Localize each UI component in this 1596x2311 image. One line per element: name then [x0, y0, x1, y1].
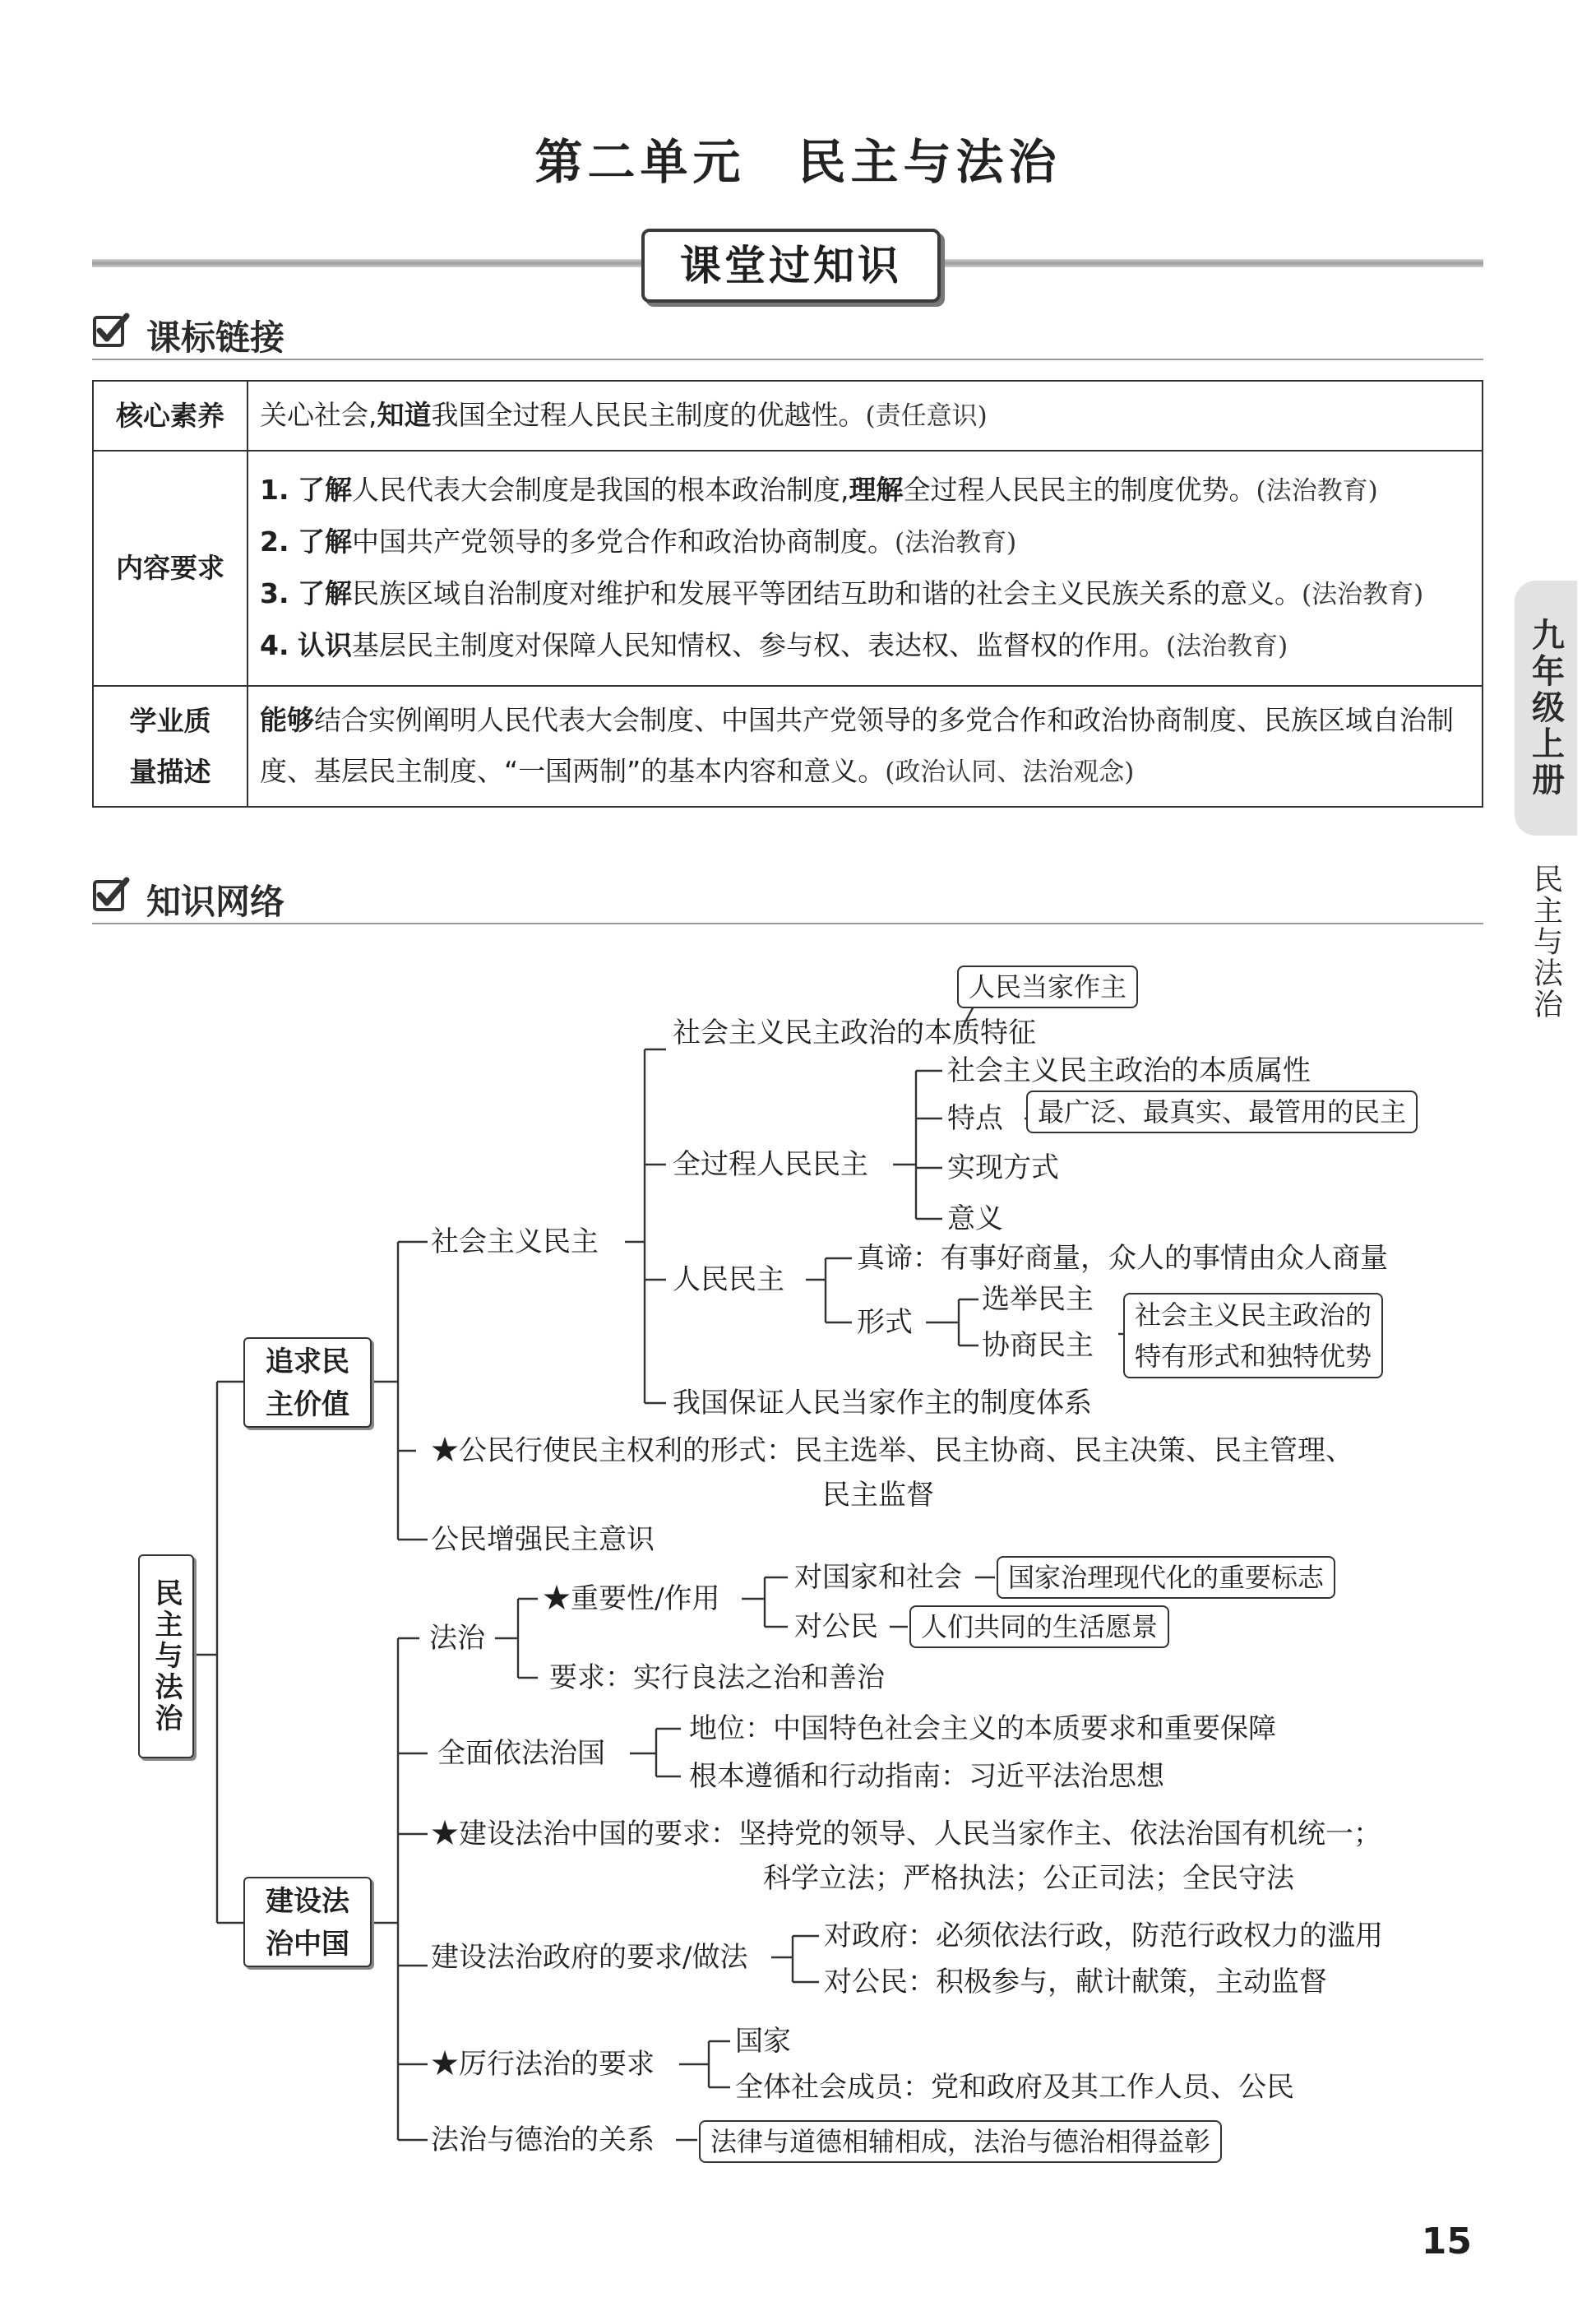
list-item: 3. 了解民族区域自治制度对维护和发展平等团结互助和谐的社会主义民族关系的意义。(法治教育) — [260, 577, 1424, 609]
node-system: 我国保证人民当家作主的制度体系 — [673, 1387, 1092, 1419]
row-content: 关心社会,知道我国全过程人民民主制度的优越性。(责任意识) — [247, 381, 1483, 451]
node-whole-process: 全过程人民民主 — [673, 1148, 868, 1181]
node-build-requirements-cont: 科学立法；严格执法；公正司法；全民守法 — [763, 1862, 1294, 1895]
node-comprehensive: 全面依法治国 — [437, 1737, 605, 1770]
node-essence: 社会主义民主政治的本质特征 — [673, 1017, 1036, 1049]
grade-side-tab: 九年级上册 — [1515, 581, 1577, 836]
page-number: 15 — [1421, 2221, 1472, 2262]
node-way: 实现方式 — [947, 1151, 1059, 1184]
callout-form: 社会主义民主政治的 特有形式和独特优势 — [1123, 1293, 1383, 1378]
node-socialist-democracy: 社会主义民主 — [431, 1225, 599, 1258]
node-truth: 真谛：有事好商量，众人的事情由众人商量 — [857, 1242, 1388, 1275]
node-rule-of-law: 法治 — [429, 1622, 485, 1655]
node-consult: 协商民主 — [982, 1329, 1094, 1362]
node-election: 选举民主 — [982, 1283, 1094, 1316]
node-gov-2: 对公民：积极参与，献计献策，主动监督 — [824, 1966, 1327, 1998]
node-meaning: 意义 — [947, 1202, 1003, 1235]
node-to-citizen: 对公民 — [794, 1610, 878, 1643]
list-item: 2. 了解中国共产党领导的多党合作和政治协商制度。(法治教育) — [260, 526, 1017, 558]
callout-people-master: 人民当家作主 — [957, 966, 1138, 1008]
node-country: 国家 — [735, 2025, 791, 2058]
page-title: 第二单元 民主与法治 — [534, 134, 1062, 190]
node-people-democracy: 人民民主 — [673, 1263, 784, 1296]
node-attribute: 社会主义民主政治的本质属性 — [947, 1054, 1311, 1087]
node-importance: ★重要性/作用 — [543, 1582, 720, 1615]
row-label: 学业质 量描述 — [93, 686, 247, 807]
callout-feature: 最广泛、最真实、最管用的民主 — [1026, 1091, 1418, 1133]
node-form: 形式 — [857, 1306, 913, 1339]
mindmap-branch-rule-of-law: 建设法治中国 — [243, 1877, 372, 1967]
banner: 课堂过知识 — [641, 229, 941, 303]
node-gov-1: 对政府：必须依法行政，防范行政权力的滥用 — [824, 1920, 1383, 1952]
list-item: 4. 认识基层民主制度对保障人民知情权、参与权、表达权、监督权的作用。(法治教育) — [260, 629, 1288, 661]
node-rights: ★公民行使民主权利的形式：民主选举、民主协商、民主决策、民主管理、 — [431, 1434, 1353, 1467]
mindmap-root: 民主与法治 — [138, 1554, 194, 1758]
list-item: 1. 了解人民代表大会制度是我国的根本政治制度,理解全过程人民民主的制度优势。(法治教育) — [260, 474, 1378, 506]
node-guide: 根本遵循和行动指南：习近平法治思想 — [689, 1760, 1164, 1793]
node-moral: 法治与德治的关系 — [431, 2123, 655, 2156]
callout-state: 国家治理现代化的重要标志 — [997, 1556, 1335, 1599]
row-label: 核心素养 — [93, 381, 247, 451]
node-practice: ★厉行法治的要求 — [431, 2048, 655, 2081]
mindmap-branch-democracy: 追求民主价值 — [243, 1337, 372, 1428]
node-awareness: 公民增强民主意识 — [431, 1523, 655, 1556]
node-status: 地位：中国特色社会主义的本质要求和重要保障 — [689, 1712, 1276, 1745]
node-rights-cont: 民主监督 — [822, 1479, 934, 1512]
node-feature: 特点 — [947, 1102, 1003, 1135]
callout-citizen: 人们共同的生活愿景 — [909, 1605, 1169, 1648]
node-build-requirements: ★建设法治中国的要求：坚持党的领导、人民当家作主、依法治国有机统一； — [431, 1818, 1381, 1850]
node-members: 全体社会成员：党和政府及其工作人员、公民 — [735, 2071, 1294, 2104]
node-gov: 建设法治政府的要求/做法 — [431, 1941, 748, 1974]
section-network: 知识网络 — [146, 882, 285, 922]
row-label: 内容要求 — [93, 451, 247, 686]
row-content: 能够结合实例阐明人民代表大会制度、中国共产党领导的多党合作和政治协商制度、民族区域自治制度、基层民主制度、“一国两制”的基本内容和意义。(政治认同、法治观念) — [247, 686, 1483, 807]
node-requirement: 要求：实行良法之治和善治 — [549, 1661, 885, 1694]
node-to-state: 对国家和社会 — [794, 1561, 962, 1594]
unit-side-label: 民主与法治 — [1529, 864, 1563, 1020]
section-standards: 课标链接 — [146, 317, 285, 358]
callout-moral: 法律与道德相辅相成，法治与德治相得益彰 — [699, 2120, 1222, 2163]
